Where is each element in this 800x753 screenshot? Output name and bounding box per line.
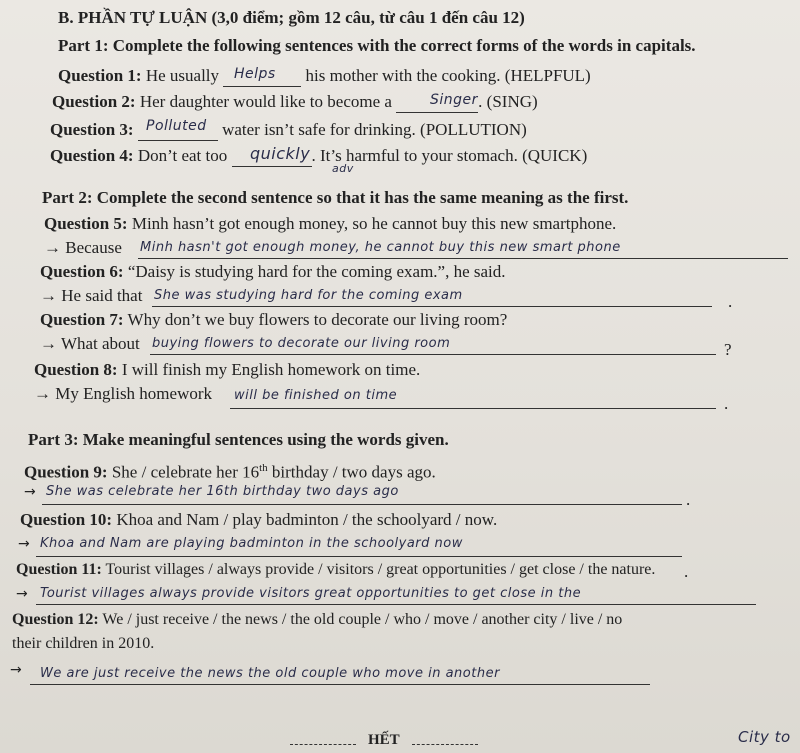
q4-answer: quickly (250, 144, 311, 163)
q9-arrow: → (24, 484, 36, 500)
question-5: Question 5: Minh hasn’t got enough money, so he cannot buy this new smartphone. (44, 214, 617, 233)
question-1: Question 1: He usually his mother with the cooking. (HELPFUL) (58, 66, 591, 85)
q12-line2: their children in 2010. (12, 635, 155, 652)
q5-answer: Minh hasn't got enough money, he cannot buy this new smart phone (140, 240, 621, 255)
question-8: Question 8: I will finish my English homework on time. (34, 360, 421, 379)
question-7: Question 7: Why don’t we buy flowers to decorate our living room? (40, 310, 508, 329)
q7-line (150, 354, 716, 355)
scrawl-text: City to (738, 728, 791, 746)
end-text: HẾT (368, 732, 400, 748)
footer-line-right (412, 744, 478, 745)
q8-answer: will be finished on time (234, 388, 398, 403)
q10-end: . (684, 562, 689, 581)
q8-end: . (724, 394, 729, 413)
q6-prompt: → He said that (40, 286, 143, 305)
q1-answer: Helps (234, 66, 276, 82)
q12-arrow: → (10, 662, 22, 678)
question-12: Question 12: We / just receive / the news / the old couple / who / move / another city / live / no (12, 611, 623, 628)
question-10: Question 10: Khoa and Nam / play badminton / the schoolyard / now. (20, 510, 498, 529)
q8-line (230, 408, 716, 409)
q10-arrow: → (18, 536, 30, 552)
q9-answer: She was celebrate her 16th birthday two days ago (46, 484, 399, 499)
q5-prompt: → Because (44, 238, 122, 257)
question-11: Question 11: Tourist villages / always provide / visitors / great opportunities / get close / the nature. (16, 561, 656, 578)
q7-end: ? (724, 340, 732, 359)
part1-title: Part 1: Complete the following sentences with the correct forms of the words in capitals. (58, 36, 696, 55)
part2-title: Part 2: Complete the second sentence so that it has the same meaning as the first. (42, 188, 629, 207)
q11-answer: Tourist villages always provide visitors great opportunities to get close in the (40, 586, 582, 601)
q11-arrow: → (16, 586, 28, 602)
q5-line (138, 258, 788, 259)
q7-prompt: → What about (40, 334, 140, 353)
question-6: Question 6: “Daisy is studying hard for the coming exam.”, he said. (40, 262, 506, 281)
q10-line (36, 556, 682, 557)
part3-title: Part 3: Make meaningful sentences using the words given. (28, 430, 449, 449)
q9-line (42, 504, 682, 505)
q10-answer: Khoa and Nam are playing badminton in the schoolyard now (40, 536, 463, 551)
q7-answer: buying flowers to decorate our living room (152, 336, 451, 351)
q2-answer: Singer (430, 92, 478, 108)
q12-answer: We are just receive the news the old couple who move in another (40, 666, 500, 681)
q11-line (36, 604, 756, 605)
q6-end: . (728, 292, 733, 311)
q9-end: . (686, 490, 691, 509)
q4-note: adv (332, 162, 354, 175)
question-9: Question 9: She / celebrate her 16th birthday / two days ago. (24, 462, 436, 482)
q12-line (30, 684, 650, 685)
footer-line-left (290, 744, 356, 745)
section-title: B. PHẦN TỰ LUẬN (3,0 điểm; gồm 12 câu, từ câu 1 đến câu 12) (58, 8, 525, 27)
q6-answer: She was studying hard for the coming exam (154, 288, 463, 303)
question-4: Question 4: Don’t eat too . It’s harmful to your stomach. (QUICK) (50, 146, 588, 165)
q8-prompt: → My English homework (34, 384, 213, 403)
question-2: Question 2: Her daughter would like to become a . (SING) (52, 92, 538, 111)
question-3: Question 3: water isn’t safe for drinking. (POLLUTION) (50, 120, 527, 139)
q3-answer: Polluted (146, 118, 207, 134)
q6-line (152, 306, 712, 307)
